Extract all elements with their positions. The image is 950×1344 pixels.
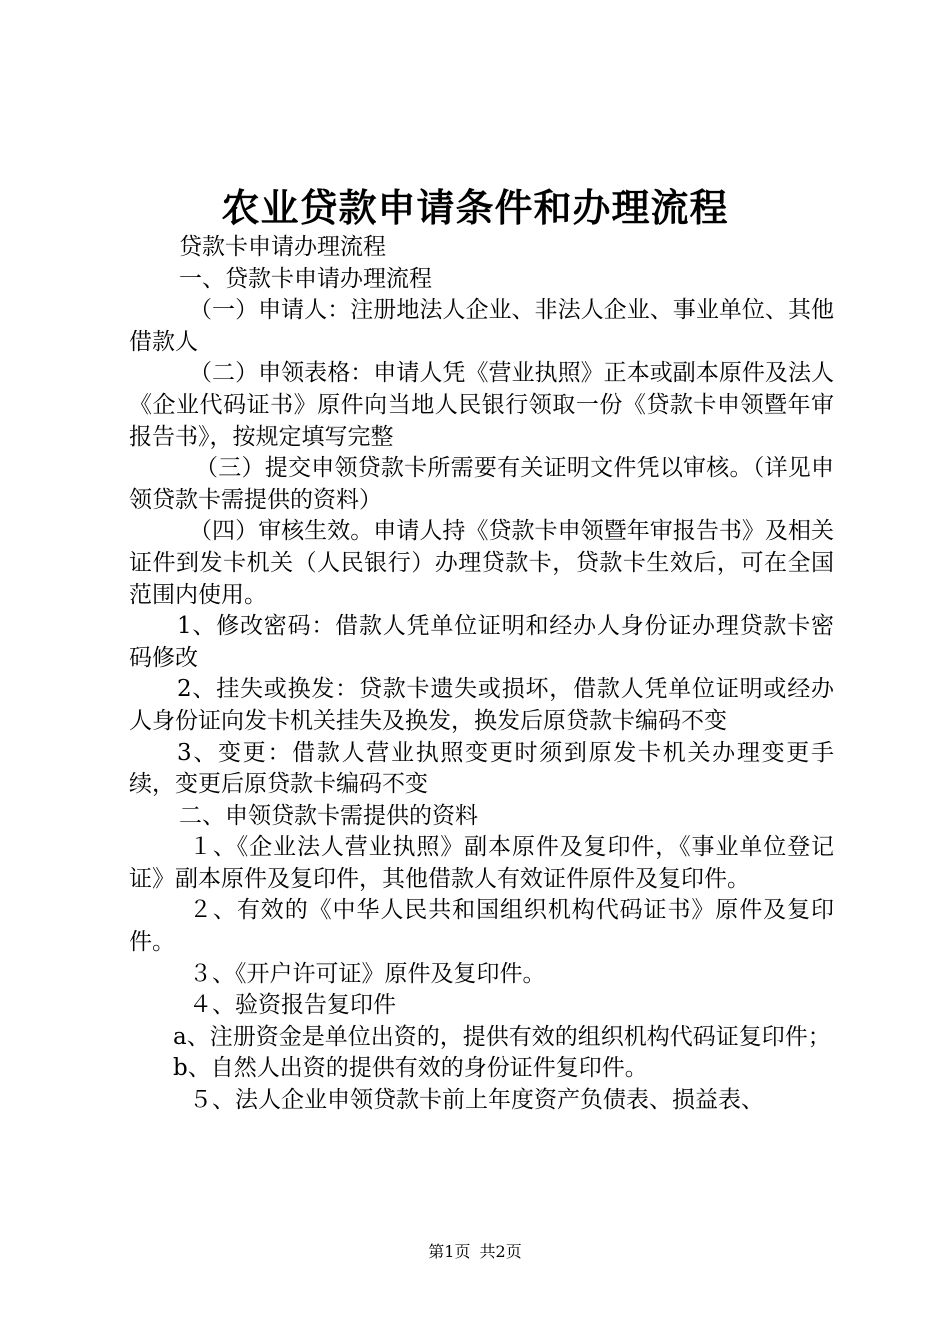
document-title: 农业贷款申请条件和办理流程 — [221, 185, 729, 230]
page-number: 第1页 — [428, 1242, 471, 1261]
paragraph-material-1: １、《企业法人营业执照》副本原件及复印件，《事业单位登记证》副本原件及复印件，其他借款人有效证件原件及复印件。 — [129, 834, 834, 892]
paragraph-material-2: ２、有效的《中华人民共和国组织机构代码证书》原件及复印件。 — [129, 897, 834, 956]
paragraph-step-2: （二）申领表格：申请人凭《营业执照》正本或副本原件及法人《企业代码证书》原件向当地人民银行领取一份《贷款卡申领暨年审报告书》，按规定填写完整 — [129, 360, 834, 450]
paragraph-material-4a: a、注册资金是单位出资的，提供有效的组织机构代码证复印件； — [173, 1023, 831, 1050]
paragraph-item-loss: 2、挂失或换发：贷款卡遗失或损坏，借款人凭单位证明或经办人身份证向发卡机关挂失及换发，换发后原贷款卡编码不变 — [129, 676, 834, 734]
paragraph-item-change: 3、变更：借款人营业执照变更时须到原发卡机关办理变更手续，变更后原贷款卡编码不变 — [129, 739, 834, 798]
paragraph-item-password: 1、修改密码：借款人凭单位证明和经办人身份证办理贷款卡密码修改 — [129, 613, 834, 671]
document-body — [129, 232, 834, 1117]
section-heading-1: 一、贷款卡申请办理流程 — [179, 265, 432, 292]
paragraph-material-4b: b、自然人出资的提供有效的身份证件复印件。 — [173, 1055, 648, 1082]
paragraph-step-1: （一）申请人：注册地法人企业、非法人企业、事业单位、其他借款人 — [129, 297, 834, 355]
paragraph-step-3: （三）提交申领贷款卡所需要有关证明文件凭以审核。（详见申领贷款卡需提供的资料） — [129, 455, 834, 513]
paragraph-material-3: ３、《开户许可证》原件及复印件。 — [189, 960, 546, 987]
page-total: 共2页 — [479, 1242, 522, 1261]
section-heading-2: 二、申领贷款卡需提供的资料 — [179, 802, 478, 829]
paragraph-step-4: （四）审核生效。申请人持《贷款卡申领暨年审报告书》及相关证件到发卡机关（人民银行）办理贷款卡，贷款卡生效后，可在全国范围内使用。 — [129, 518, 834, 608]
page-footer — [0, 1242, 950, 1262]
paragraph-heading: 贷款卡申请办理流程 — [179, 234, 386, 260]
paragraph-material-4: ４、验资报告复印件 — [189, 992, 396, 1019]
paragraph-material-5: ５、法人企业申领贷款卡前上年度资产负债表、损益表、 — [189, 1087, 764, 1114]
